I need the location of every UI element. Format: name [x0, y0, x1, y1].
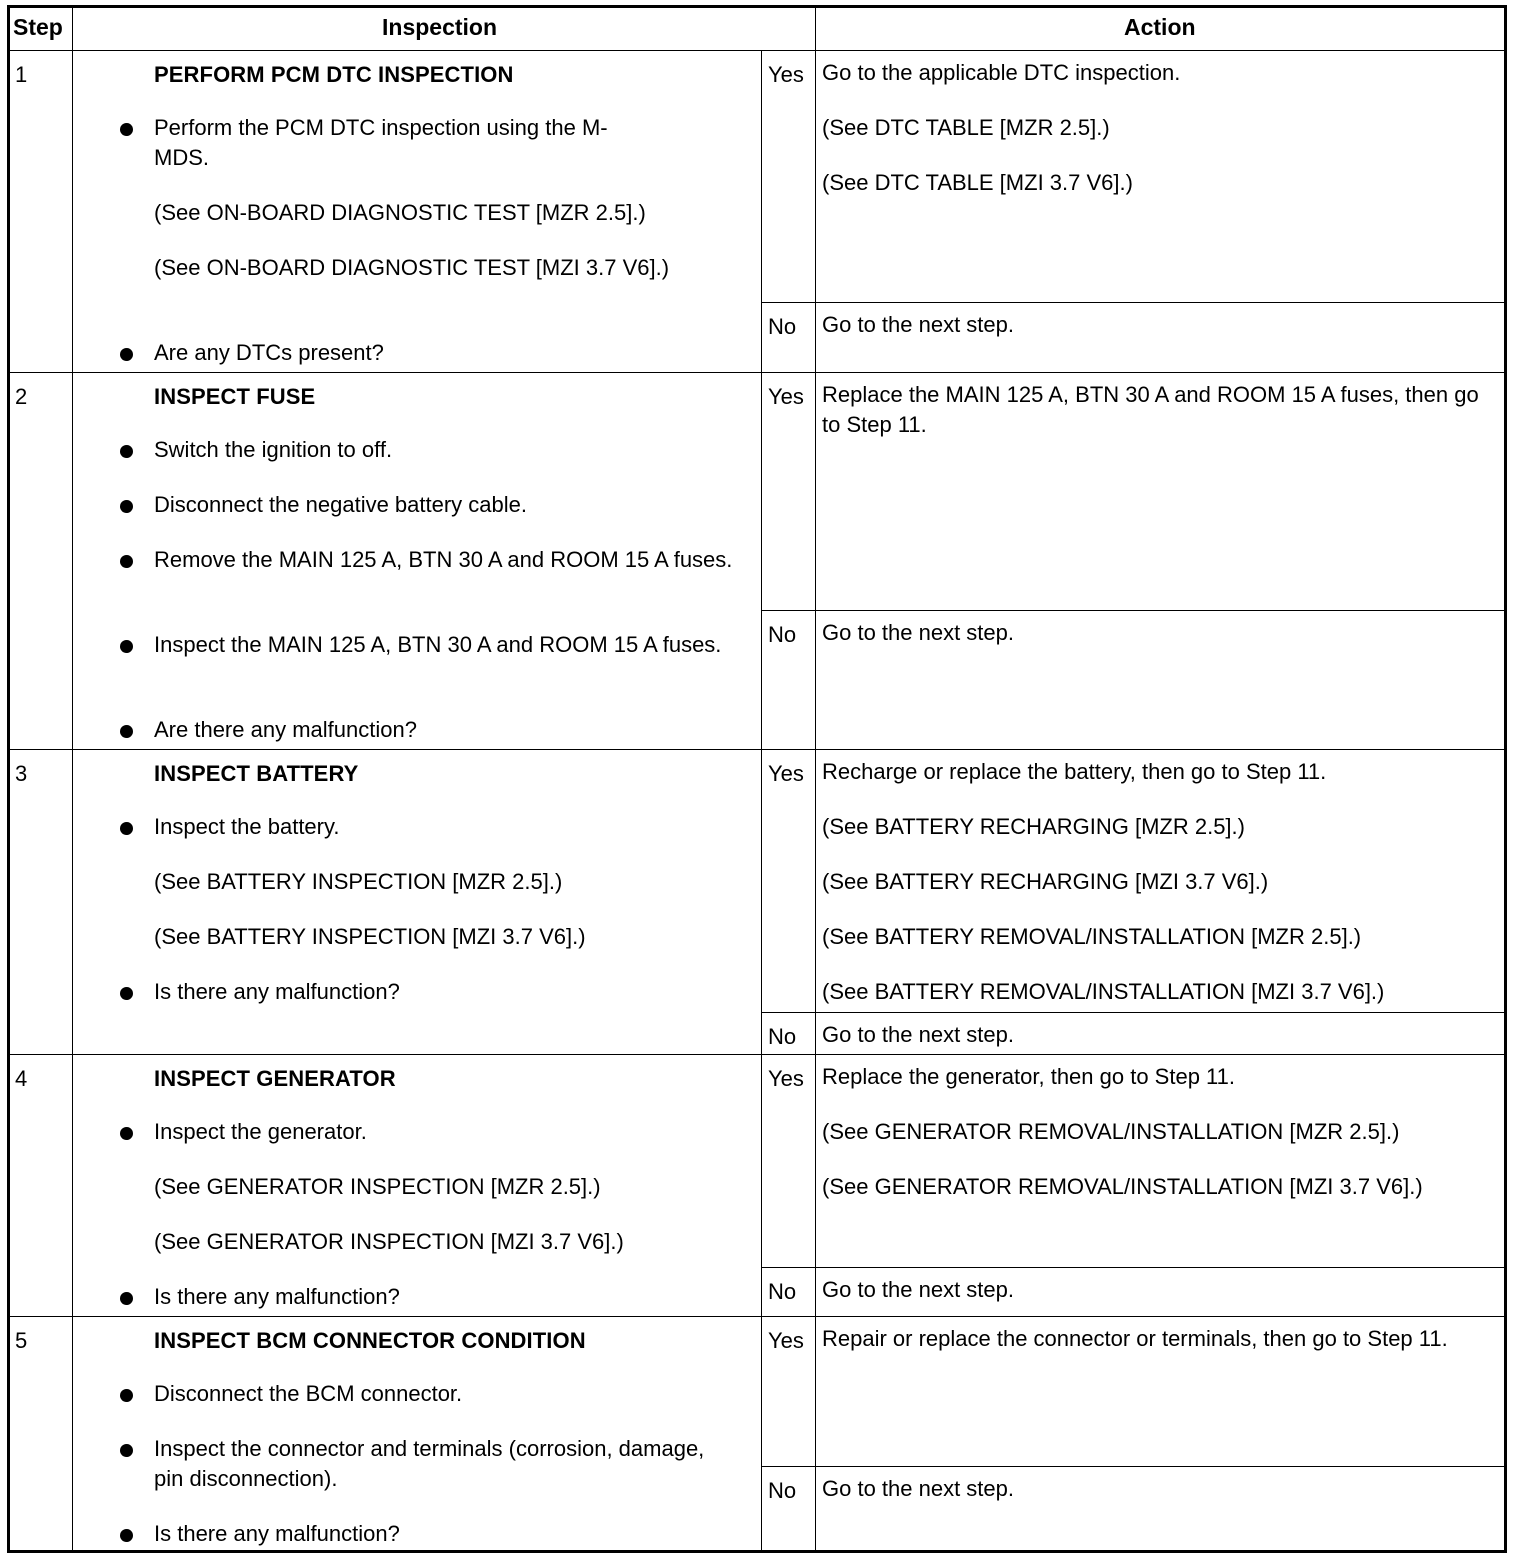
bullet-icon — [120, 1529, 133, 1542]
row-divider — [10, 1316, 1504, 1317]
inspection-item: Perform the PCM DTC inspection using the M-MDS. — [154, 115, 608, 170]
inspection-item: Inspect the MAIN 125 A, BTN 30 A and ROOM 15 A fuses. — [154, 632, 722, 657]
column-divider-action — [815, 8, 816, 1550]
inspection-item: Inspect the generator. — [154, 1119, 367, 1144]
action-text: (See BATTERY RECHARGING [MZI 3.7 V6].) — [822, 869, 1269, 894]
bullet-icon — [120, 1292, 133, 1305]
row-divider — [10, 749, 1504, 750]
no-label: No — [768, 1024, 797, 1049]
step-number: 4 — [15, 1066, 28, 1091]
inspection-table — [7, 5, 1507, 1553]
inspection-item: Inspect the connector and terminals (corrosion, damage, pin disconnection). — [154, 1436, 705, 1491]
inspection-item: (See BATTERY INSPECTION [MZR 2.5].) — [154, 869, 563, 894]
inspection-item: Inspect the battery. — [154, 814, 340, 839]
bullet-icon — [120, 725, 133, 738]
action-text: (See GENERATOR REMOVAL/INSTALLATION [MZR 2.5].) — [822, 1119, 1400, 1144]
row-divider — [10, 1054, 1504, 1055]
header-action: Action — [1124, 14, 1196, 40]
yes-no-divider — [761, 1012, 1504, 1013]
inspection-item: (See BATTERY INSPECTION [MZI 3.7 V6].) — [154, 924, 586, 949]
action-text: Go to the next step. — [822, 312, 1015, 337]
action-text: Go to the next step. — [822, 1476, 1015, 1501]
header-inspection: Inspection — [382, 14, 498, 40]
yes-no-divider — [761, 302, 1504, 303]
action-text: Go to the next step. — [822, 1277, 1015, 1302]
yes-label: Yes — [768, 384, 804, 409]
no-label: No — [768, 1279, 797, 1304]
bullet-icon — [120, 500, 133, 513]
header-step: Step — [13, 14, 63, 40]
header-divider — [10, 50, 1504, 51]
bullet-icon — [120, 822, 133, 835]
action-text: Replace the generator, then go to Step 11. — [822, 1064, 1236, 1089]
action-text: (See DTC TABLE [MZR 2.5].) — [822, 115, 1110, 140]
row-divider — [10, 372, 1504, 373]
action-text: Recharge or replace the battery, then go to Step 11. — [822, 759, 1327, 784]
step-number: 2 — [15, 384, 28, 409]
yes-label: Yes — [768, 1066, 804, 1091]
bullet-icon — [120, 1389, 133, 1402]
inspection-item: Is there any malfunction? — [154, 1521, 400, 1546]
inspection-item: Are any DTCs present? — [154, 340, 384, 365]
inspection-item: Switch the ignition to off. — [154, 437, 393, 462]
yes-no-divider — [761, 1267, 1504, 1268]
inspection-item: Is there any malfunction? — [154, 1284, 400, 1309]
no-label: No — [768, 1478, 797, 1503]
action-text: Repair or replace the connector or terminals, then go to Step 11. — [822, 1326, 1448, 1351]
inspection-item: (See ON-BOARD DIAGNOSTIC TEST [MZR 2.5].) — [154, 200, 646, 225]
action-text: (See GENERATOR REMOVAL/INSTALLATION [MZI 3.7 V6].) — [822, 1174, 1423, 1199]
column-divider-yesno — [761, 50, 762, 1550]
inspection-item: Is there any malfunction? — [154, 979, 400, 1004]
yes-label: Yes — [768, 761, 804, 786]
step-title: INSPECT BATTERY — [154, 761, 359, 786]
bullet-icon — [120, 1444, 133, 1457]
step-title: INSPECT BCM CONNECTOR CONDITION — [154, 1328, 586, 1353]
no-label: No — [768, 622, 797, 647]
bullet-icon — [120, 987, 133, 1000]
inspection-item: (See GENERATOR INSPECTION [MZI 3.7 V6].) — [154, 1229, 624, 1254]
yes-label: Yes — [768, 1328, 804, 1353]
step-title: INSPECT GENERATOR — [154, 1066, 396, 1091]
step-number: 1 — [15, 62, 28, 87]
step-number: 5 — [15, 1328, 28, 1353]
inspection-item: (See ON-BOARD DIAGNOSTIC TEST [MZI 3.7 V6].) — [154, 255, 670, 280]
bullet-icon — [120, 1127, 133, 1140]
no-label: No — [768, 314, 797, 339]
action-text: (See DTC TABLE [MZI 3.7 V6].) — [822, 170, 1133, 195]
bullet-icon — [120, 445, 133, 458]
step-title: INSPECT FUSE — [154, 384, 316, 409]
bullet-icon — [120, 123, 133, 136]
yes-no-divider — [761, 1466, 1504, 1467]
inspection-item: Disconnect the BCM connector. — [154, 1381, 463, 1406]
bullet-icon — [120, 640, 133, 653]
inspection-item: Disconnect the negative battery cable. — [154, 492, 528, 517]
yes-no-divider — [761, 610, 1504, 611]
inspection-item: (See GENERATOR INSPECTION [MZR 2.5].) — [154, 1174, 601, 1199]
inspection-item: Are there any malfunction? — [154, 717, 417, 742]
action-text: Go to the next step. — [822, 1022, 1015, 1047]
bullet-icon — [120, 348, 133, 361]
action-text: Go to the next step. — [822, 620, 1015, 645]
action-text: (See BATTERY RECHARGING [MZR 2.5].) — [822, 814, 1245, 839]
action-text: Replace the MAIN 125 A, BTN 30 A and ROOM 15 A fuses, then go to Step 11. — [822, 382, 1479, 437]
action-text: Go to the applicable DTC inspection. — [822, 60, 1181, 85]
bullet-icon — [120, 555, 133, 568]
yes-label: Yes — [768, 62, 804, 87]
column-divider-step — [72, 8, 73, 1550]
action-text: (See BATTERY REMOVAL/INSTALLATION [MZI 3.7 V6].) — [822, 979, 1385, 1004]
action-text: (See BATTERY REMOVAL/INSTALLATION [MZR 2.5].) — [822, 924, 1362, 949]
inspection-item: Remove the MAIN 125 A, BTN 30 A and ROOM 15 A fuses. — [154, 547, 733, 572]
step-title: PERFORM PCM DTC INSPECTION — [154, 62, 514, 87]
step-number: 3 — [15, 761, 28, 786]
